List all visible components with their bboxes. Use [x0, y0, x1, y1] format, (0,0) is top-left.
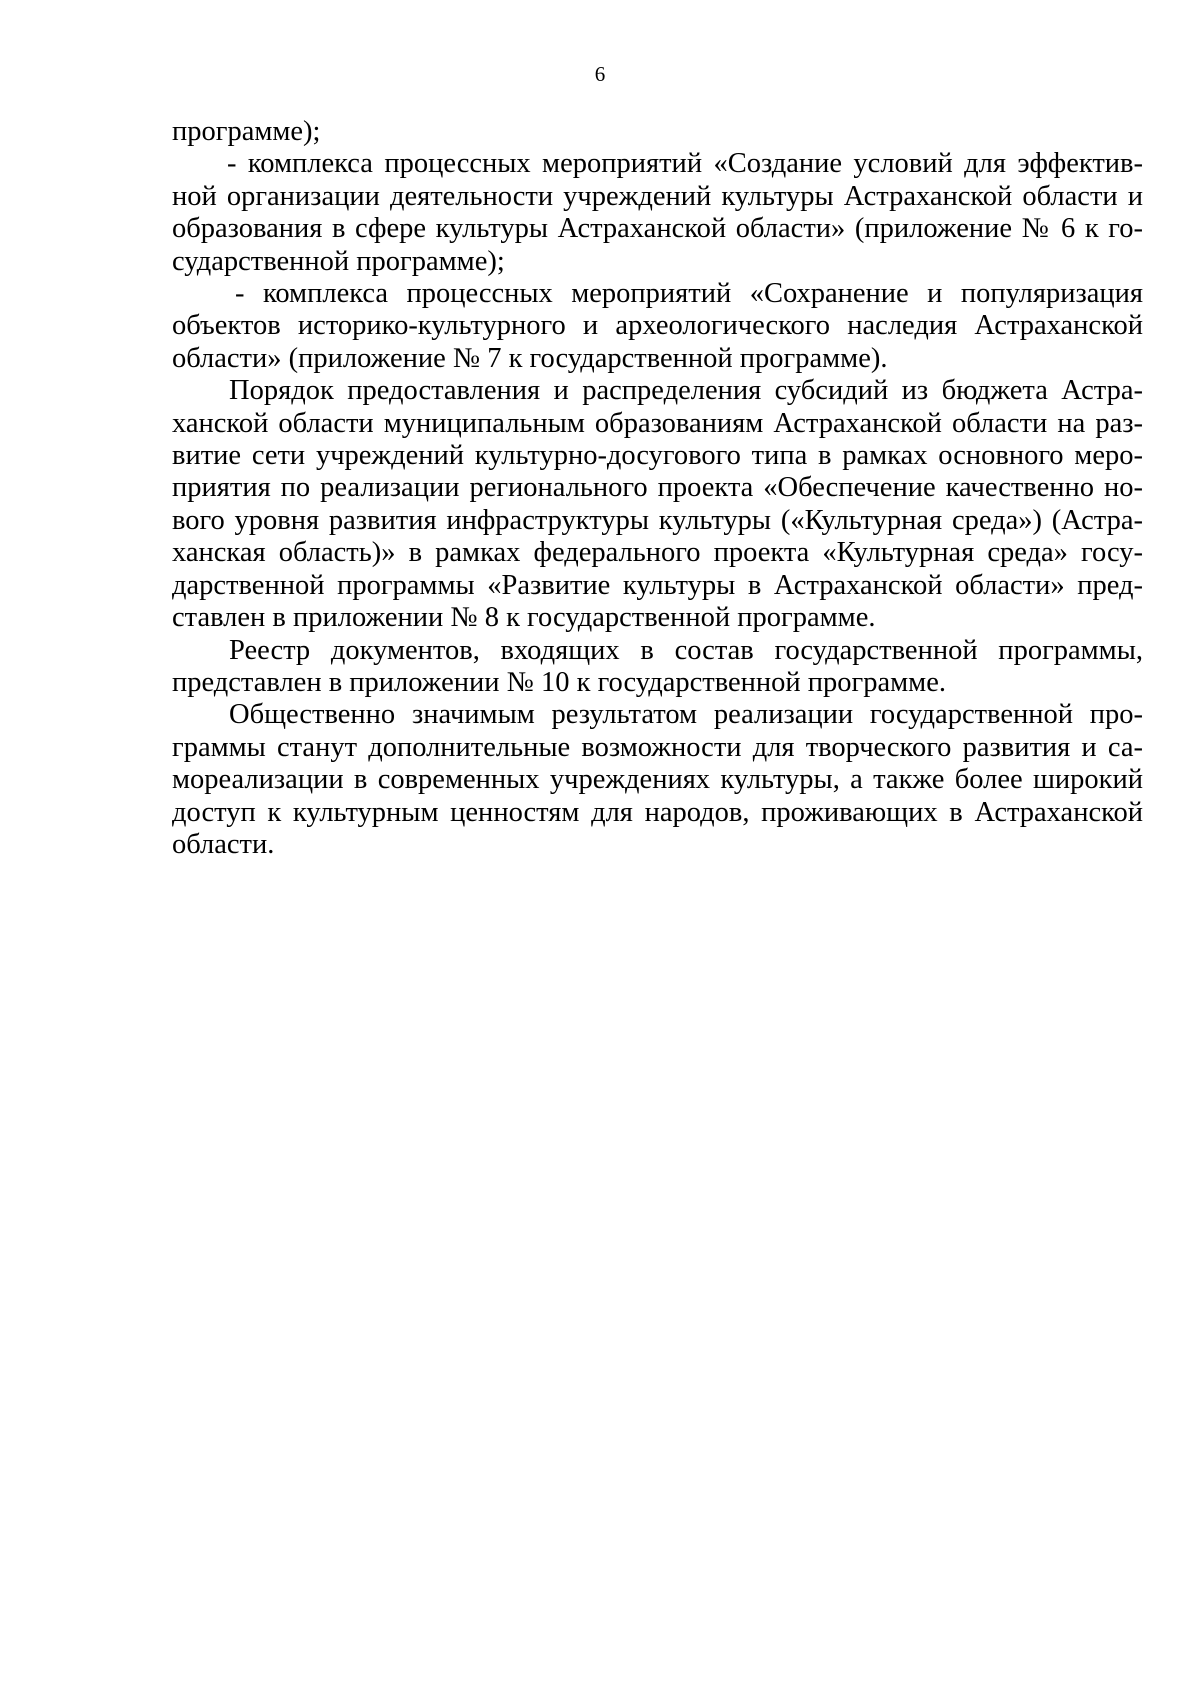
text-line: граммы станут дополнительные возможности для творческого развития и са- — [172, 731, 1143, 763]
text-line: витие сети учреждений культурно-досугового типа в рамках основного меро- — [172, 440, 1143, 472]
text-line: Реестр документов, входящих в состав государственной программы, — [229, 634, 1143, 666]
page-number: 6 — [594, 62, 606, 86]
text-line: области» (приложение № 7 к государственной программе). — [172, 342, 888, 374]
text-line: ханской области муниципальным образованиям Астраханской области на раз- — [172, 407, 1143, 439]
text-line: области. — [172, 828, 275, 860]
text-line: вого уровня развития инфраструктуры культуры («Культурная среда») (Астра- — [172, 504, 1143, 536]
paragraph-registry — [172, 635, 1143, 700]
text-line: мореализации в современных учреждениях культуры, а также более широкий — [172, 764, 1143, 796]
text-line: представлен в приложении № 10 к государственной программе. — [172, 666, 946, 698]
paragraph-list-item-6 — [172, 148, 1143, 278]
text-line: приятия по реализации регионального проекта «Обеспечение качественно но- — [172, 472, 1143, 504]
text-line: ханская область)» в рамках федерального проекта «Культурная среда» госу- — [172, 537, 1143, 569]
text-line: Порядок предоставления и распределения субсидий из бюджета Астра- — [229, 375, 1143, 407]
text-line: - комплекса процессных мероприятий «Сохранение и популяризация — [235, 278, 1143, 310]
text-line: объектов историко-культурного и археологического наследия Астраханской — [172, 310, 1143, 342]
document-body — [172, 116, 1143, 861]
paragraph-continuation — [172, 116, 1143, 148]
text-line: ставлен в приложении № 8 к государственной программе. — [172, 602, 876, 634]
text-line: дарственной программы «Развитие культуры в Астраханской области» пред- — [172, 569, 1143, 601]
paragraph-list-item-7 — [172, 278, 1143, 375]
text-line: сударственной программе); — [172, 245, 505, 277]
text-line: ной организации деятельности учреждений культуры Астраханской области и — [172, 180, 1143, 212]
text-line: доступ к культурным ценностям для народов, проживающих в Астраханской — [172, 796, 1143, 828]
text-line: программе); — [172, 116, 321, 147]
text-line: - комплекса процессных мероприятий «Создание условий для эффектив- — [227, 148, 1143, 180]
text-line: Общественно значимым результатом реализации государственной про- — [229, 699, 1143, 731]
text-line: образования в сфере культуры Астраханской области» (приложение № 6 к го- — [172, 213, 1143, 245]
paragraph-subsidies — [172, 375, 1143, 634]
paragraph-results — [172, 699, 1143, 861]
